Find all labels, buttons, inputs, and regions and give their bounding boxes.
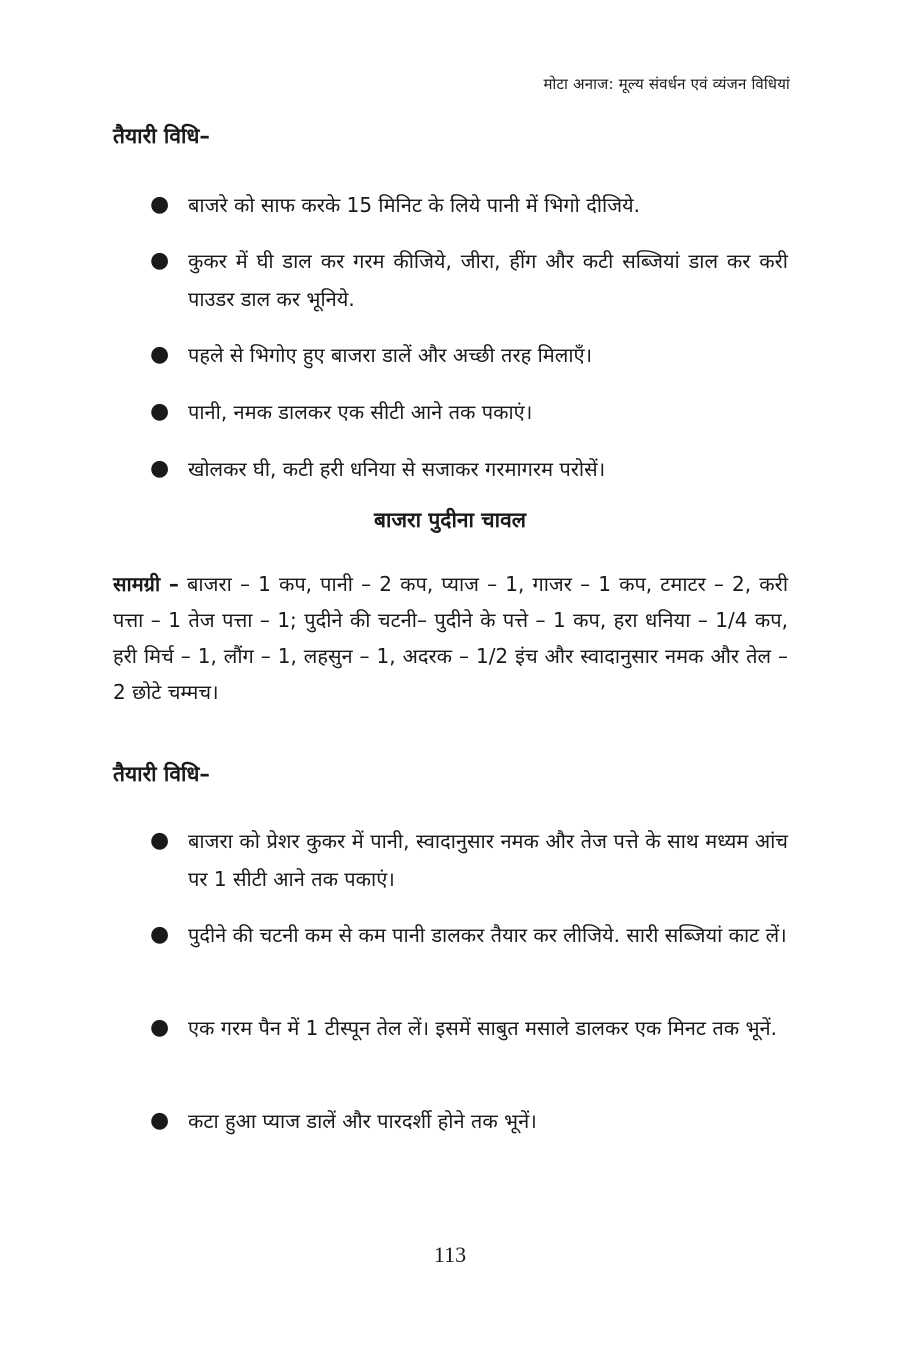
step-text: बाजरा को प्रेशर कुकर में पानी, स्वादानुसार नमक और तेज पत्ते के साथ मध्यम आंच पर 1 सीटी आने तक पकाएं।	[188, 829, 788, 891]
bullet-icon: ●	[150, 1015, 170, 1040]
recipe-title: बाजरा पुदीना चावल	[374, 508, 526, 532]
bullet-icon: ●	[150, 828, 170, 853]
step-text: पहले से भिगोए हुए बाजरा डालें और अच्छी तरह मिलाएँ।	[188, 343, 593, 367]
bullet-icon: ●	[150, 922, 170, 947]
bullet-icon: ●	[150, 399, 170, 424]
running-header: मोटा अनाज: मूल्य संवर्धन एवं व्यंजन विधियां	[543, 75, 790, 93]
step-text: बाजरे को साफ करके 15 मिनिट के लिये पानी में भिगो दीजिये.	[188, 193, 640, 217]
list-item	[150, 242, 788, 318]
step-text: खोलकर घी, कटी हरी धनिया से सजाकर गरमागरम परोसें।	[188, 457, 606, 481]
step-text: एक गरम पैन में 1 टीस्पून तेल लें। इसमें साबुत मसाले डालकर एक मिनट तक भूनें.	[188, 1016, 777, 1040]
list-item	[150, 393, 788, 431]
bullet-icon: ●	[150, 248, 170, 273]
ingredients-paragraph	[113, 566, 788, 710]
bullet-icon: ●	[150, 456, 170, 481]
step-text: पानी, नमक डालकर एक सीटी आने तक पकाएं।	[188, 400, 533, 424]
list-item	[150, 186, 788, 224]
bullet-icon: ●	[150, 1108, 170, 1133]
bullet-icon: ●	[150, 342, 170, 367]
page-number: 113	[433, 1242, 467, 1267]
step-text: पुदीने की चटनी कम से कम पानी डालकर तैयार कर लीजिये. सारी सब्जियां काट लें।	[188, 923, 787, 947]
step-text: कटा हुआ प्याज डालें और पारदर्शी होने तक भूनें।	[188, 1109, 537, 1133]
step-text: कुकर में घी डाल कर गरम कीजिये, जीरा, हींग और कटी सब्जियां डाल कर करी पाउडर डाल कर भूनिये.	[188, 249, 788, 311]
list-item	[150, 916, 788, 954]
bullet-icon: ●	[150, 192, 170, 217]
ingredients-label: सामग्री –	[113, 572, 179, 596]
list-item	[150, 822, 788, 898]
ingredients-text: बाजरा – 1 कप, पानी – 2 कप, प्याज – 1, गाजर – 1 कप, टमाटर – 2, करी पत्ता – 1 तेज पत्ता – 1; पुदीने की चटनी– पुदीने के पत्ते – 1 कप, हरा धनिया – 1/4 कप, हरी मिर्च – 1, लौंग – 1, लहसुन – 1, अदरक – 1/2 इंच और स्वादानुसार नमक और तेल – 2 छोटे चम्मच।	[113, 572, 788, 704]
section-heading-preparation-2: तैयारी विधि–	[113, 762, 210, 786]
list-item	[150, 336, 788, 374]
list-item	[150, 450, 788, 488]
section-heading-preparation-1: तैयारी विधि–	[113, 124, 210, 148]
list-item	[150, 1102, 788, 1140]
list-item	[150, 1009, 788, 1047]
